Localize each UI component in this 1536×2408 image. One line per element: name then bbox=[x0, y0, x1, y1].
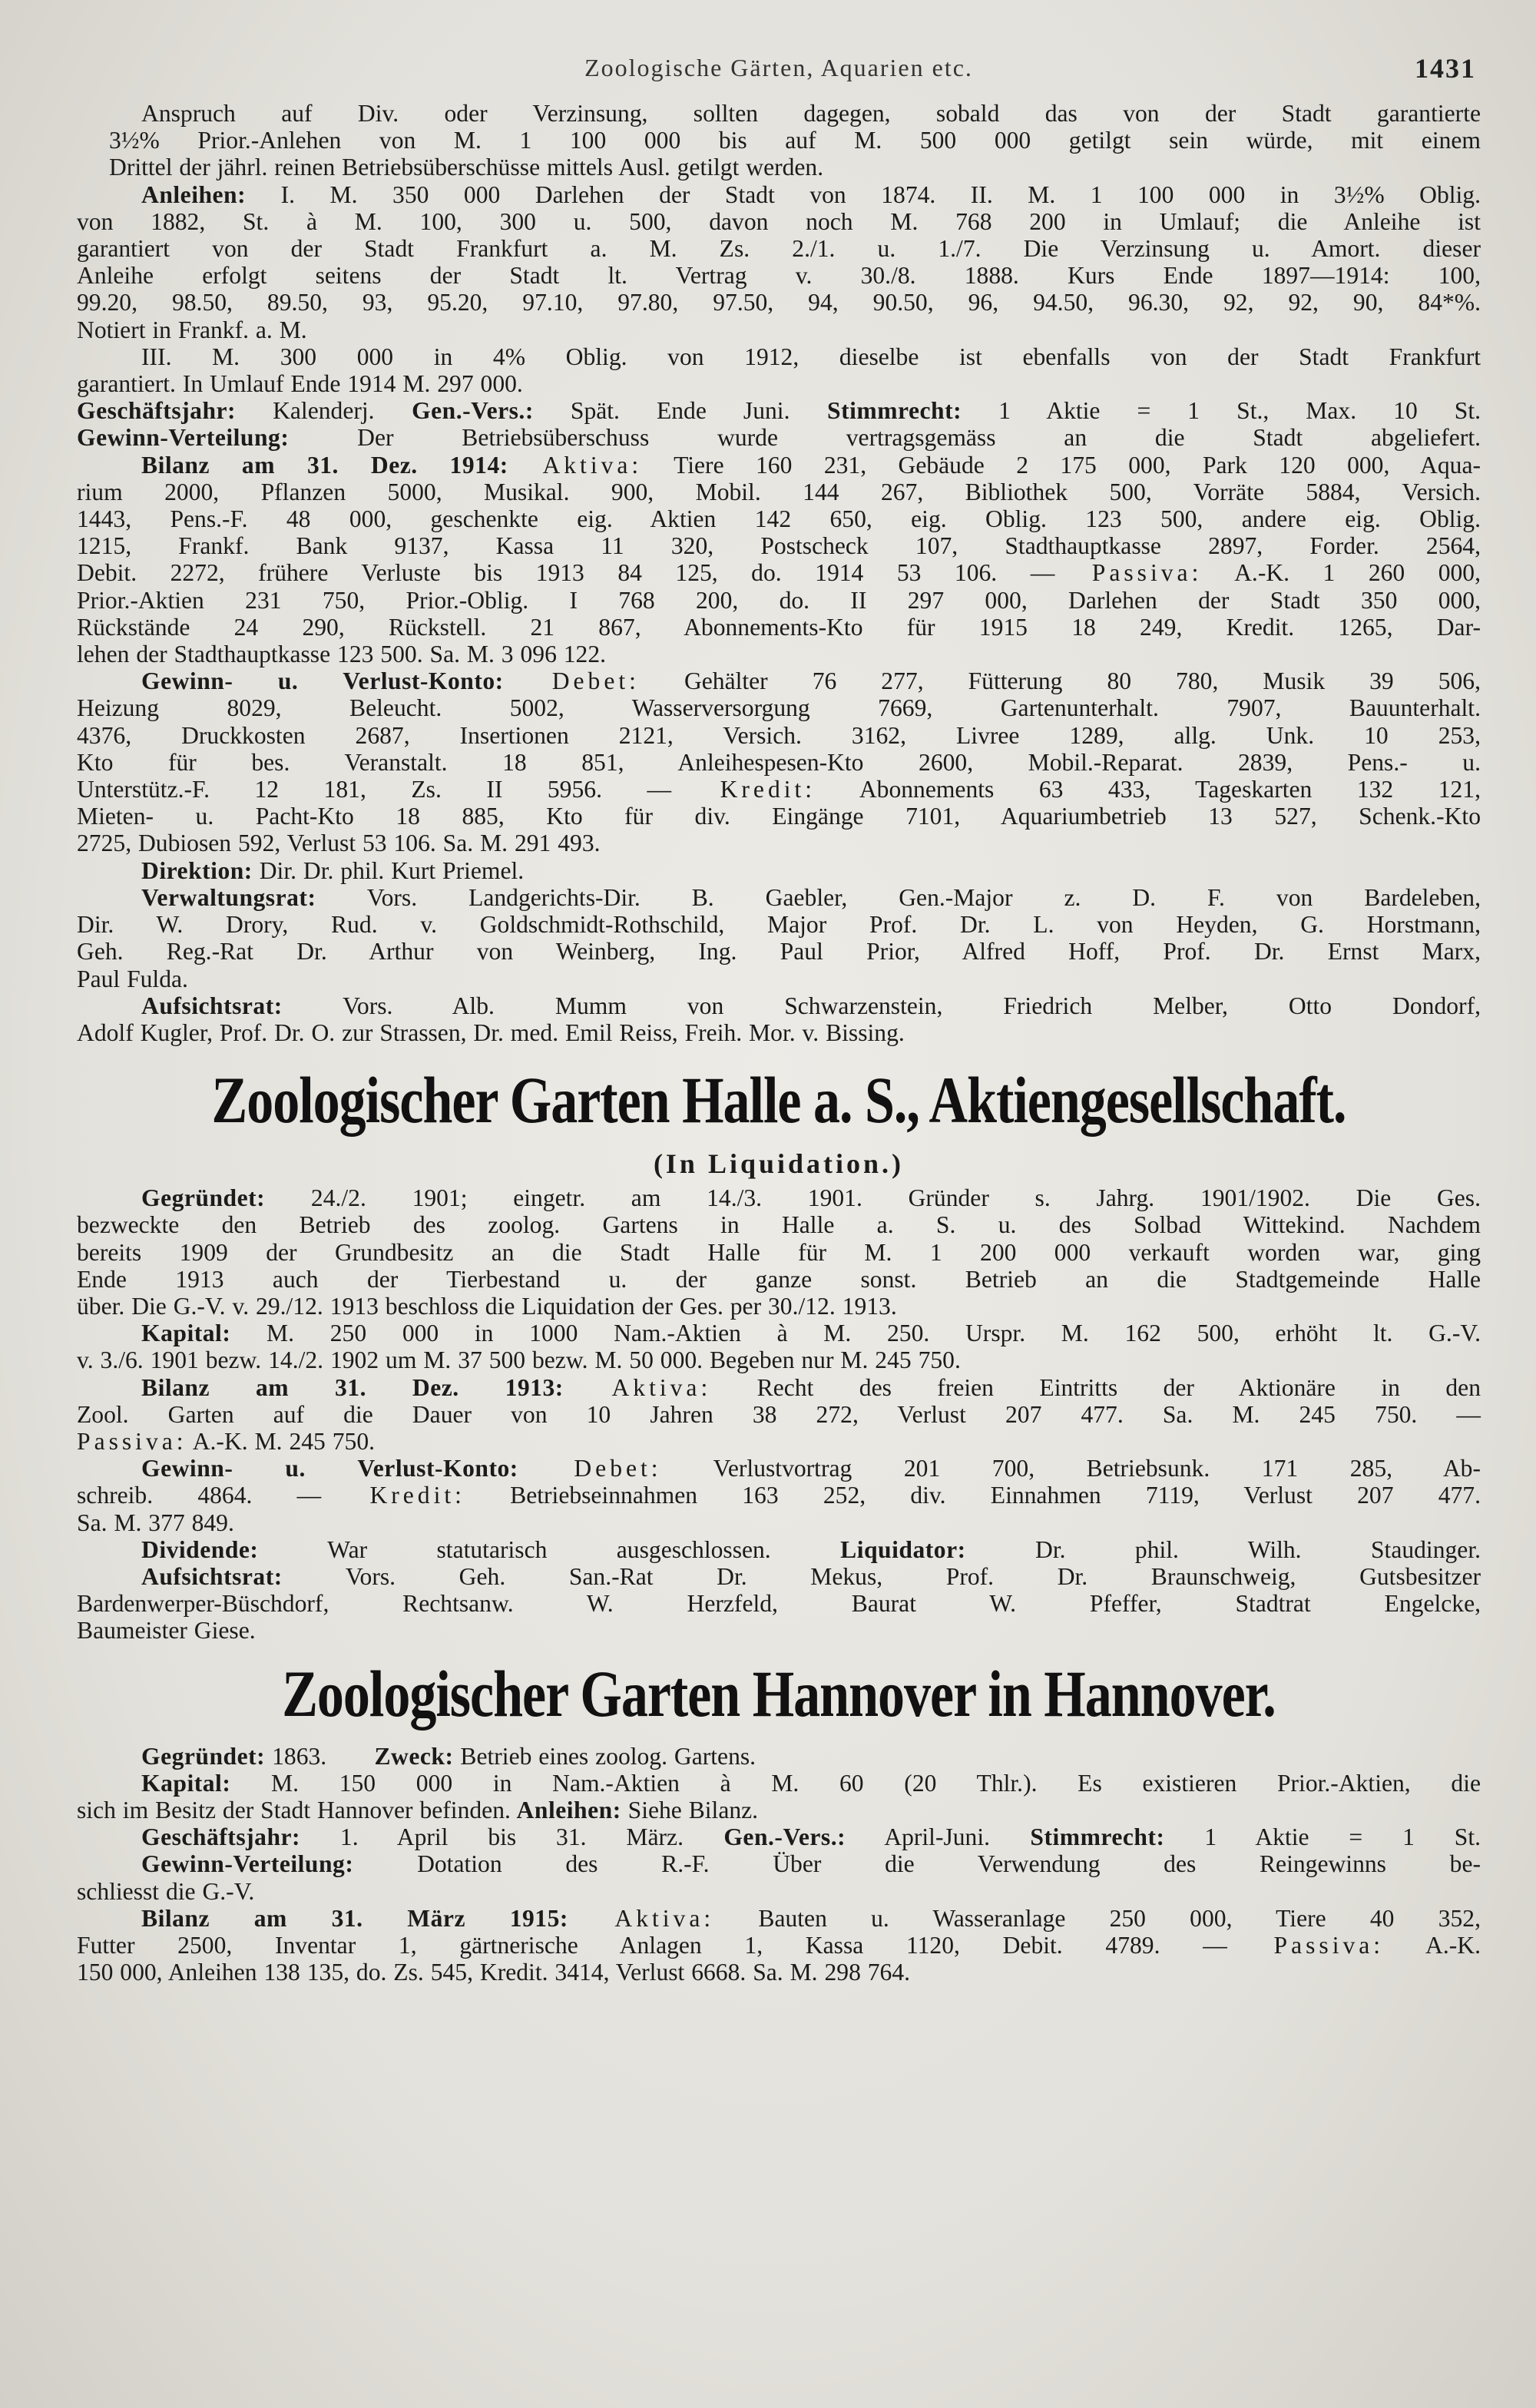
text-line: Geh. Reg.-Rat Dr. Arthur von Weinberg, Ing. Paul Prior, Alfred Hoff, Prof. Dr. Ernst Marx, bbox=[77, 938, 1481, 966]
label-gewinn-verlust: Gewinn- u. Verlust-Konto: bbox=[141, 1455, 518, 1482]
text-line: lehen der Stadthauptkasse 123 500. Sa. M. 3 096 122. bbox=[77, 641, 607, 668]
page-header bbox=[77, 54, 1481, 100]
text-span: I. M. 350 000 Darlehen der Stadt von 1874. II. M. 1 100 000 in 3½% Oblig. bbox=[246, 181, 1481, 208]
label-gewinn-verteilung: Gewinn-Verteilung: bbox=[77, 424, 290, 452]
text-line: 3½% Prior.-Anlehen von M. 1 100 000 bis auf M. 500 000 getilgt sein würde, mit einem bbox=[109, 127, 1481, 154]
label-kredit: Kredit: bbox=[321, 1482, 465, 1509]
company-title: Zoologischer Garten Halle a. S., Aktiengesellschaft. bbox=[211, 1065, 1346, 1138]
text-line bbox=[77, 1932, 1481, 1959]
text-span: Betriebseinnahmen 163 252, div. Einnahmen 7119, Verlust 207 477. bbox=[465, 1482, 1481, 1509]
label-gen-vers: Gen.-Vers.: bbox=[374, 397, 534, 425]
label-gegruendet: Gegründet: bbox=[141, 1742, 266, 1770]
text-line: Drittel der jährl. reinen Betriebsüberschüsse mittels Ausl. getilgt werden. bbox=[109, 154, 824, 181]
gewinn-verlust-entry bbox=[77, 667, 1481, 694]
text-line: Sa. M. 377 849. bbox=[77, 1509, 234, 1536]
text-span: schreib. 4864. — bbox=[77, 1482, 322, 1509]
text-span: sich im Besitz der Stadt Hannover befinden. bbox=[77, 1796, 511, 1823]
text-line: Dir. W. Drory, Rud. v. Goldschmidt-Rothschild, Major Prof. Dr. L. von Heyden, G. Horstmann, bbox=[77, 911, 1481, 939]
direktion-entry bbox=[77, 857, 1481, 884]
label-stimmrecht: Stimmrecht: bbox=[990, 1823, 1165, 1851]
label-zweck: Zweck: bbox=[374, 1742, 454, 1770]
label-aufsichtsrat: Aufsichtsrat: bbox=[141, 1562, 283, 1590]
label-geschaeftsjahr: Geschäftsjahr: bbox=[141, 1823, 301, 1851]
text-span: Abonnements 63 433, Tageskarten 132 121, bbox=[816, 776, 1481, 803]
label-aufsichtsrat: Aufsichtsrat: bbox=[141, 992, 283, 1019]
text-line: 2725, Dubiosen 592, Verlust 53 106. Sa. M. 291 493. bbox=[77, 830, 601, 857]
gegruendet-entry bbox=[77, 1743, 1481, 1770]
text-line bbox=[77, 559, 1481, 586]
text-line: Zool. Garten auf die Dauer von 10 Jahren 38 272, Verlust 207 477. Sa. M. 245 750. — bbox=[77, 1400, 1481, 1428]
label-passiva: Passiva: bbox=[1226, 1931, 1385, 1959]
text-span: Kalenderj. bbox=[236, 397, 375, 425]
company-subtitle: (In Liquidation.) bbox=[653, 1148, 905, 1180]
label-debet: Debet: bbox=[503, 667, 640, 695]
text-line: über. Die G.-V. v. 29./12. 1913 beschloss die Liquidation der Ges. per 30./12. 1913. bbox=[77, 1292, 897, 1320]
anleihen-entry bbox=[77, 181, 1481, 208]
text-line: Heizung 8029, Beleucht. 5002, Wasserversorgung 7669, Gartenunterhalt. 7907, Bauunterhalt. bbox=[77, 694, 1481, 722]
text-span: Debit. 2272, frühere Verluste bis 1913 84 125, do. 1914 53 106. — bbox=[77, 559, 1055, 587]
label-liquidator: Liquidator: bbox=[840, 1535, 966, 1563]
text-span: Vors. Landgerichts-Dir. B. Gaebler, Gen.-Major z. D. F. von Bardeleben, bbox=[316, 883, 1481, 911]
section-halle bbox=[77, 1065, 1481, 1645]
verwaltungsrat-entry bbox=[77, 884, 1481, 911]
label-aktiva: Aktiva: bbox=[563, 1373, 712, 1401]
text-line: 4376, Druckkosten 2687, Insertionen 2121, Versich. 3162, Livree 1289, allg. Unk. 10 253, bbox=[77, 721, 1481, 749]
label-aktiva: Aktiva: bbox=[568, 1904, 715, 1932]
page-number: 1431 bbox=[1415, 53, 1476, 84]
text-span: Unterstütz.-F. 12 181, Zs. II 5956. — bbox=[77, 776, 672, 803]
text-line: 99.20, 98.50, 89.50, 93, 95.20, 97.10, 97.80, 97.50, 94, 90.50, 96, 94.50, 96.30, 92, 92, 90, 84*%. bbox=[77, 289, 1481, 316]
aufsichtsrat-entry bbox=[77, 1563, 1481, 1590]
label-debet: Debet: bbox=[518, 1455, 662, 1482]
gegruendet-entry bbox=[77, 1184, 1481, 1211]
label-dividende: Dividende: bbox=[141, 1535, 259, 1563]
text-line: 1215, Frankf. Bank 9137, Kassa 11 320, Postscheck 107, Stadthauptkasse 2897, Forder. 2564, bbox=[77, 532, 1481, 560]
text-line: Paul Fulda. bbox=[77, 965, 188, 992]
text-span: A.-K. 1 260 000, bbox=[1202, 559, 1481, 587]
text-line: III. M. 300 000 in 4% Oblig. von 1912, dieselbe ist ebenfalls von der Stadt Frankfurt bbox=[141, 343, 1481, 370]
text-line: Notiert in Frankf. a. M. bbox=[77, 316, 307, 343]
gewinn-verteilung-entry bbox=[77, 1850, 1481, 1877]
kapital-entry bbox=[77, 1770, 1481, 1797]
text-span: Der Betriebsüberschuss wurde vertragsgemäss an die Stadt abgeliefert. bbox=[289, 424, 1481, 452]
text-span: Vors. Geh. San.-Rat Dr. Mekus, Prof. Dr. Braunschweig, Gutsbesitzer bbox=[282, 1562, 1481, 1590]
text-span: Futter 2500, Inventar 1, gärtnerische Anlagen 1, Kassa 1120, Debit. 4789. — bbox=[77, 1931, 1227, 1959]
label-bilanz: Bilanz am 31. Dez. 1914: bbox=[141, 451, 508, 479]
text-line: Prior.-Aktien 231 750, Prior.-Oblig. I 768 200, do. II 297 000, Darlehen der Stadt 350 000, bbox=[77, 586, 1481, 614]
text-span: 1. April bis 31. März. bbox=[300, 1823, 684, 1851]
text-line bbox=[77, 776, 1481, 803]
text-span: M. 150 000 in Nam.-Aktien à M. 60 (20 Thlr.). Es existieren Prior.-Aktien, die bbox=[230, 1769, 1481, 1797]
label-anleihen: Anleihen: bbox=[141, 181, 247, 208]
text-line: Mieten- u. Pacht-Kto 18 885, Kto für div. Eingänge 7101, Aquariumbetrieb 13 527, Schenk.-Kto bbox=[77, 803, 1481, 830]
text-line: Baumeister Giese. bbox=[77, 1617, 256, 1645]
gewinn-verteilung-entry bbox=[77, 424, 1481, 451]
label-anleihen: Anleihen: bbox=[510, 1796, 621, 1823]
bilanz-entry bbox=[77, 1905, 1481, 1932]
text-span: Tiere 160 231, Gebäude 2 175 000, Park 120 000, Aqua- bbox=[642, 451, 1481, 479]
text-span: 1 Aktie = 1 St., Max. 10 St. bbox=[962, 397, 1481, 425]
text-line: Bardenwerper-Büschdorf, Rechtsanw. W. Herzfeld, Baurat W. Pfeffer, Stadtrat Engelcke, bbox=[77, 1590, 1481, 1618]
section-frankfurt bbox=[77, 100, 1481, 1046]
label-verwaltungsrat: Verwaltungsrat: bbox=[141, 883, 316, 911]
text-line: Adolf Kugler, Prof. Dr. O. zur Strassen, Dr. med. Emil Reiss, Freih. Mor. v. Bissing. bbox=[77, 1019, 905, 1046]
text-line: rium 2000, Pflanzen 5000, Musikal. 900, Mobil. 144 267, Bibliothek 500, Vorräte 5884, Versich. bbox=[77, 478, 1481, 505]
gewinn-verlust-entry bbox=[77, 1455, 1481, 1482]
text-line bbox=[77, 1797, 1481, 1823]
text-span: Siehe Bilanz. bbox=[621, 1796, 759, 1823]
text-span: Dr. phil. Wilh. Staudinger. bbox=[965, 1535, 1481, 1563]
text-span: Bauten u. Wasseranlage 250 000, Tiere 40 352, bbox=[714, 1904, 1481, 1932]
geschaeftsjahr-entry bbox=[77, 1823, 1481, 1850]
text-line: garantiert von der Stadt Frankfurt a. M. Zs. 2./1. u. 1./7. Die Verzinsung u. Amort. dieser bbox=[77, 235, 1481, 263]
label-geschaeftsjahr: Geschäftsjahr: bbox=[77, 397, 237, 425]
label-bilanz: Bilanz am 31. Dez. 1913: bbox=[141, 1373, 564, 1401]
text-span: A.-K. M. 245 750. bbox=[187, 1427, 376, 1455]
text-line: 1443, Pens.-F. 48 000, geschenkte eig. Aktien 142 650, eig. Oblig. 123 500, andere eig. Oblig. bbox=[77, 505, 1481, 533]
text-line: Rückstände 24 290, Rückstell. 21 867, Abonnements-Kto für 1915 18 249, Kredit. 1265, Dar- bbox=[77, 613, 1481, 641]
text-span: M. 250 000 in 1000 Nam.-Aktien à M. 250. Urspr. M. 162 500, erhöht lt. G.-V. bbox=[230, 1320, 1481, 1347]
label-passiva: Passiva: bbox=[77, 1427, 187, 1455]
text-span: War statutarisch ausgeschlossen. bbox=[258, 1535, 771, 1563]
label-bilanz: Bilanz am 31. März 1915: bbox=[141, 1904, 568, 1932]
bilanz-entry bbox=[77, 1374, 1481, 1401]
text-line: garantiert. In Umlauf Ende 1914 M. 297 000. bbox=[77, 370, 523, 398]
dividende-entry bbox=[77, 1536, 1481, 1563]
label-kapital: Kapital: bbox=[141, 1320, 231, 1347]
text-span: Recht des freien Eintritts der Aktionäre in den bbox=[711, 1373, 1481, 1401]
text-line bbox=[77, 1428, 1481, 1455]
text-span: 24./2. 1901; eingetr. am 14./3. 1901. Gründer s. Jahrg. 1901/1902. Die Ges. bbox=[265, 1184, 1481, 1212]
section-hannover bbox=[77, 1658, 1481, 1986]
text-span: Dir. Dr. phil. Kurt Priemel. bbox=[252, 856, 525, 884]
label-aktiva: Aktiva: bbox=[508, 451, 643, 479]
geschaeftsjahr-entry bbox=[77, 397, 1481, 424]
text-span: 1 Aktie = 1 St. bbox=[1164, 1823, 1481, 1851]
label-gewinn-verlust: Gewinn- u. Verlust-Konto: bbox=[141, 667, 504, 695]
label-stimmrecht: Stimmrecht: bbox=[790, 397, 962, 425]
text-line: 150 000, Anleihen 138 135, do. Zs. 545, Kredit. 3414, Verlust 6668. Sa. M. 298 764. bbox=[77, 1959, 911, 1986]
kapital-entry bbox=[77, 1320, 1481, 1346]
text-line: Anleihe erfolgt seitens der Stadt lt. Vertrag v. 30./8. 1888. Kurs Ende 1897—1914: 100, bbox=[77, 262, 1481, 290]
text-line: von 1882, St. à M. 100, 300 u. 500, davon noch M. 768 200 in Umlauf; die Anleihe ist bbox=[77, 207, 1481, 235]
label-gen-vers: Gen.-Vers.: bbox=[683, 1823, 846, 1851]
aufsichtsrat-entry bbox=[77, 992, 1481, 1019]
text-line bbox=[77, 1482, 1481, 1509]
label-direktion: Direktion: bbox=[141, 856, 253, 884]
label-kredit: Kredit: bbox=[671, 776, 816, 803]
label-gewinn-verteilung: Gewinn-Verteilung: bbox=[141, 1850, 354, 1878]
text-line: bezweckte den Betrieb des zoolog. Gartens in Halle a. S. u. des Solbad Wittekind. Nachdem bbox=[77, 1211, 1481, 1239]
text-span: April-Juni. bbox=[846, 1823, 991, 1851]
text-line: bereits 1909 der Grundbesitz an die Stadt Halle für M. 1 200 000 verkauft worden war, ging bbox=[77, 1238, 1481, 1266]
text-span: Verlustvortrag 201 700, Betriebsunk. 171 285, Ab- bbox=[661, 1455, 1481, 1482]
company-title: Zoologischer Garten Hannover in Hannover. bbox=[282, 1658, 1276, 1731]
text-span: A.-K. bbox=[1384, 1931, 1481, 1959]
text-span: Vors. Alb. Mumm von Schwarzenstein, Friedrich Melber, Otto Dondorf, bbox=[282, 992, 1481, 1019]
text-line: Kto für bes. Veranstalt. 18 851, Anleihespesen-Kto 2600, Mobil.-Reparat. 2839, Pens.- u. bbox=[77, 748, 1481, 776]
text-line: Ende 1913 auch der Tierbestand u. der ganze sonst. Betrieb an die Stadtgemeinde Halle bbox=[77, 1265, 1481, 1293]
text-span: Betrieb eines zoolog. Gartens. bbox=[453, 1742, 756, 1770]
bilanz-entry bbox=[77, 452, 1481, 479]
text-span: Dotation des R.-F. Über die Verwendung des Reingewinns be- bbox=[353, 1850, 1481, 1878]
text-span: 1863. bbox=[265, 1742, 327, 1770]
text-line: schliesst die G.-V. bbox=[77, 1877, 255, 1905]
text-line: v. 3./6. 1901 bezw. 14./2. 1902 um M. 37 500 bezw. M. 50 000. Begeben nur M. 245 750. bbox=[77, 1346, 961, 1374]
label-kapital: Kapital: bbox=[141, 1769, 231, 1797]
text-span: Gehälter 76 277, Fütterung 80 780, Musik 39 506, bbox=[639, 667, 1481, 695]
text-span: Spät. Ende Juni. bbox=[533, 397, 790, 425]
text-line: Anspruch auf Div. oder Verzinsung, sollten dagegen, sobald das von der Stadt garantierte bbox=[141, 100, 1481, 127]
label-gegruendet: Gegründet: bbox=[141, 1184, 266, 1212]
label-passiva: Passiva: bbox=[1054, 559, 1203, 587]
running-title: Zoologische Gärten, Aquarien etc. bbox=[584, 54, 973, 81]
